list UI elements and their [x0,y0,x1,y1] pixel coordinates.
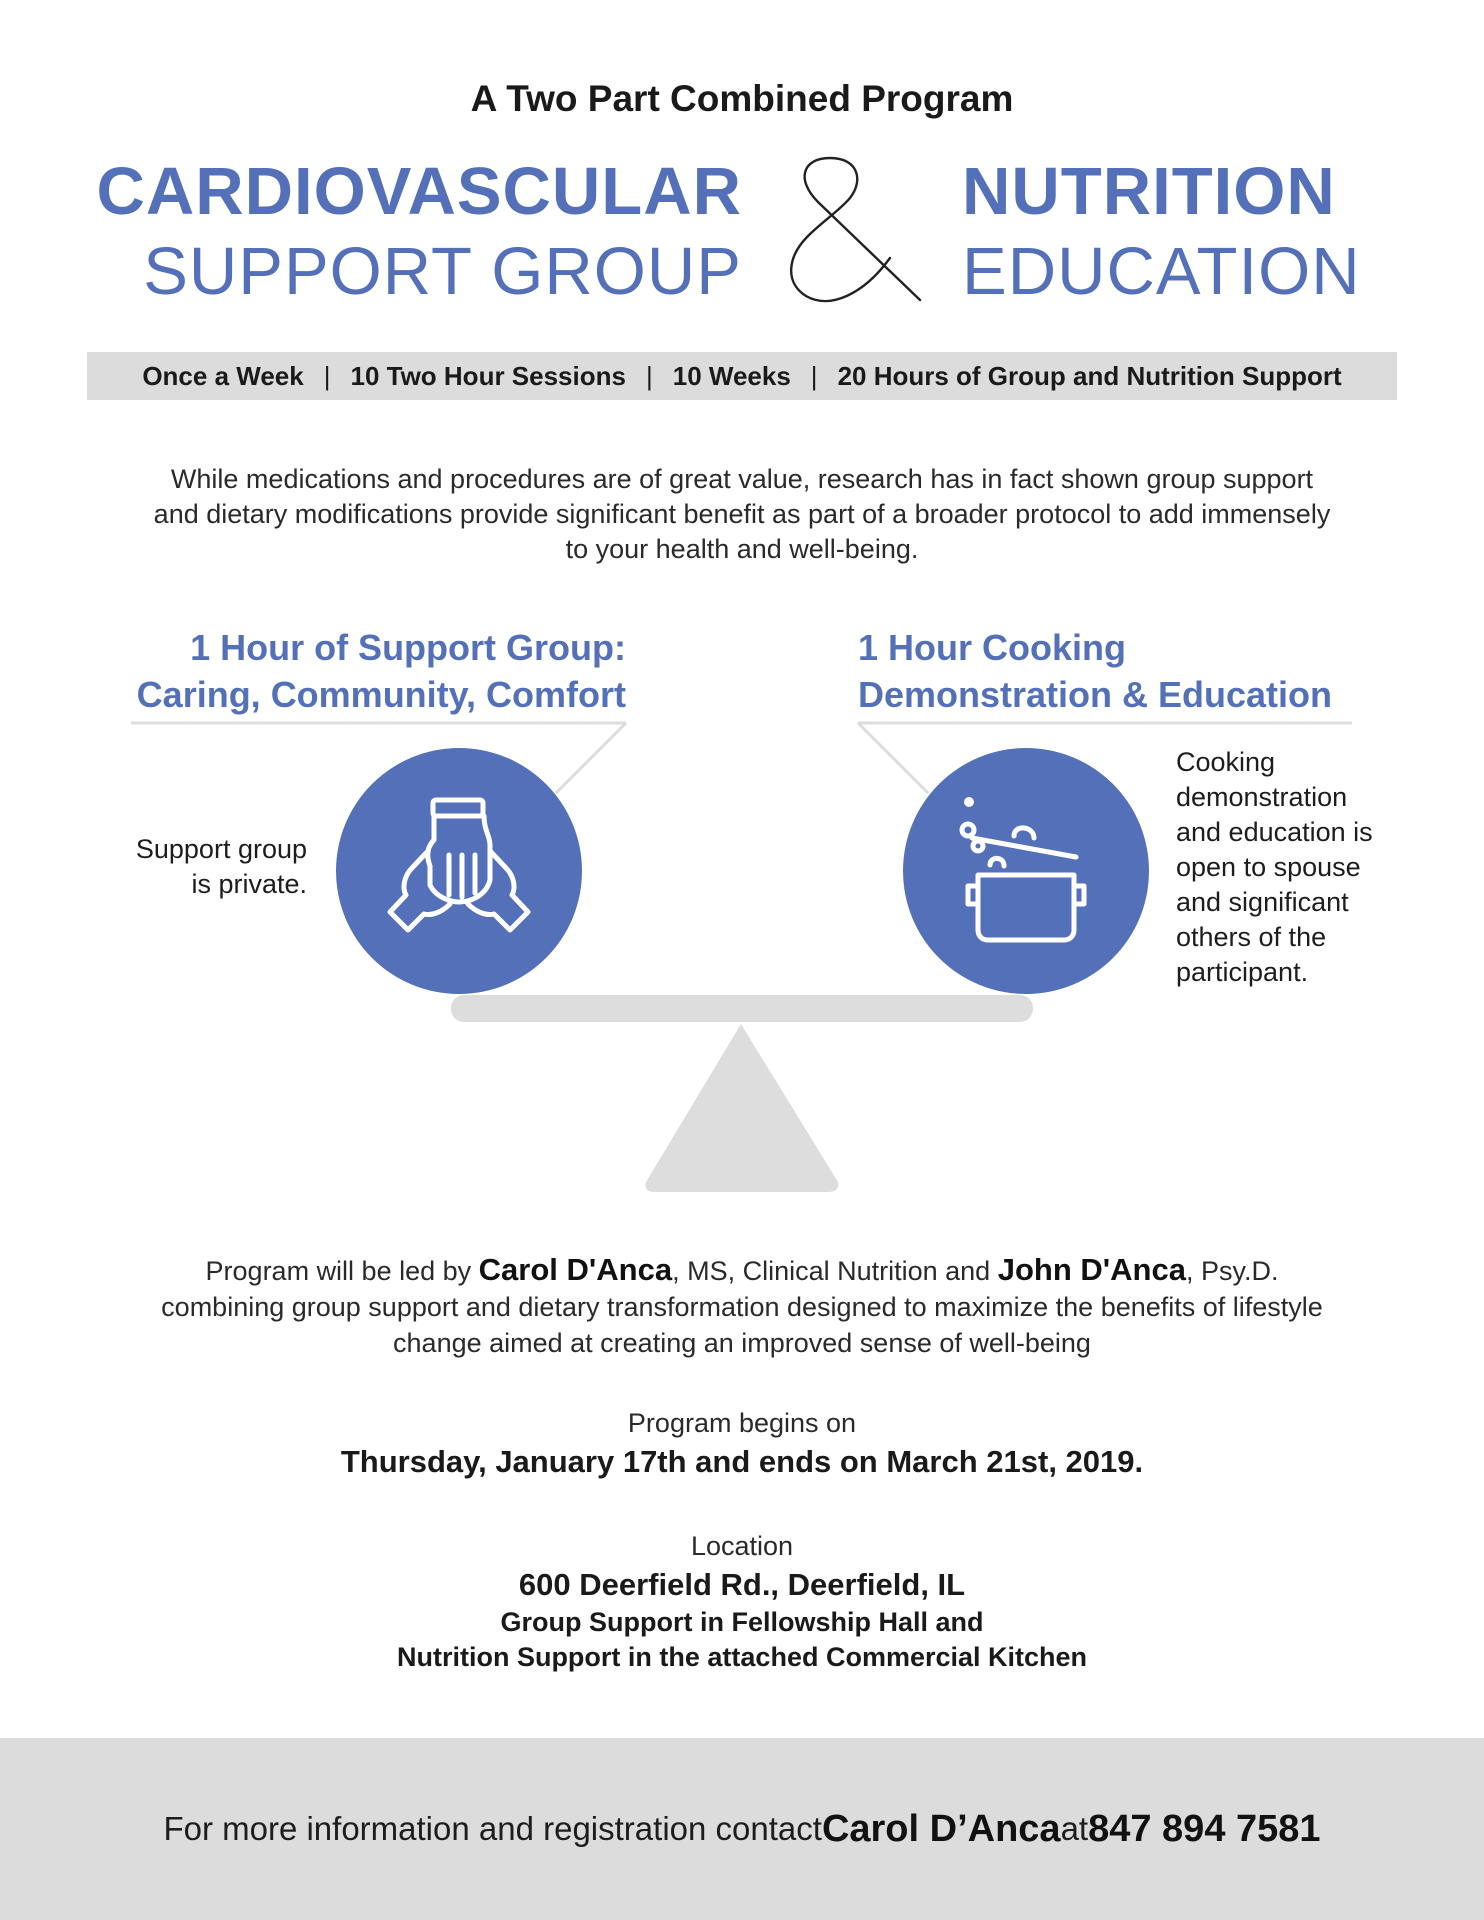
contact-phone: 847 894 7581 [1088,1807,1321,1850]
cooking-note-line: demonstration [1176,782,1348,812]
cooking-note-line: others of the [1176,922,1327,952]
scale-beam [451,995,1033,1022]
cardiovascular-title [96,152,742,312]
support-heading-line2: Caring, Community, Comfort [136,674,626,715]
location-address: 600 Deerfield Rd., Deerfield, IL [518,1567,966,1602]
cooking-note-line: participant. [1176,957,1309,987]
schedule-dates: Thursday, January 17th and ends on March 21st, 2019. [340,1444,1144,1479]
location-detail-line1: Group Support in Fellowship Hall and [500,1607,984,1637]
support-note [136,832,307,902]
leaders-paragraph [100,1252,1384,1361]
title-right-line1: NUTRITION [962,154,1336,229]
cooking-connector [858,723,928,793]
leaders-line2: combining group support and dietary transformation designed to maximize the benefits of lifestyle [161,1292,1323,1322]
cooking-heading-line1: 1 Hour Cooking [858,627,1126,668]
support-note-line: is private. [191,869,307,899]
support-heading-line1: 1 Hour of Support Group: [190,627,626,668]
cooking-note [1176,745,1373,990]
info-item-weeks: 10 Weeks [672,360,791,391]
ampersand-glyph [778,150,928,315]
info-separator: | [810,360,818,391]
cooking-note-line: and education is [1176,817,1373,847]
nutrition-title [962,152,1361,312]
schedule-label: Program begins on [627,1408,857,1438]
title-left-line1: CARDIOVASCULAR [96,154,742,229]
leader-credentials-carol: , MS, Clinical Nutrition and [672,1256,998,1286]
leaders-line3: change aimed at creating an improved sense of well-being [393,1328,1091,1358]
title-left-line2: SUPPORT GROUP [143,234,742,309]
footer-middle: at [1060,1810,1089,1847]
leaders-prefix: Program will be led by [205,1256,479,1286]
intro-line: to your health and well-being. [565,534,919,564]
intro-line: While medications and procedures are of great value, research has in fact shown group support [170,464,1314,494]
info-item-hours: 20 Hours of Group and Nutrition Support [837,360,1342,391]
leader-name-john: John D'Anca [997,1252,1186,1287]
contact-footer [0,1738,1484,1920]
support-circle [336,748,582,994]
location-detail [0,1605,1484,1675]
info-item-frequency: Once a Week [142,360,304,391]
leaders-line1 [100,1252,1384,1289]
info-separator: | [645,360,653,391]
footer-prefix: For more information and registration contact [163,1810,822,1847]
info-bar [87,352,1397,400]
cooking-note-line: and significant [1176,887,1349,917]
intro-paragraph [100,462,1384,567]
scale-fulcrum [645,1024,838,1192]
leader-credentials-john: , Psy.D. [1185,1256,1279,1286]
leader-name-carol: Carol D'Anca [478,1252,673,1287]
support-connector [556,723,626,793]
contact-name: Carol D’Anca [821,1807,1061,1850]
program-supertitle: A Two Part Combined Program [470,78,1014,119]
cooking-note-line: Cooking [1176,747,1276,777]
location-detail-line2: Nutrition Support in the attached Commercial Kitchen [396,1642,1088,1672]
support-note-line: Support group [135,834,307,864]
location-label: Location [690,1531,794,1561]
title-right-line2: EDUCATION [962,234,1361,309]
info-separator: | [323,360,331,391]
cooking-note-line: open to spouse [1176,852,1361,882]
intro-line: and dietary modifications provide significant benefit as part of a broader protocol to add immensely [153,499,1331,529]
info-item-sessions: 10 Two Hour Sessions [350,360,626,391]
cooking-heading-line2: Demonstration & Education [858,674,1333,715]
cooking-circle [903,748,1149,994]
